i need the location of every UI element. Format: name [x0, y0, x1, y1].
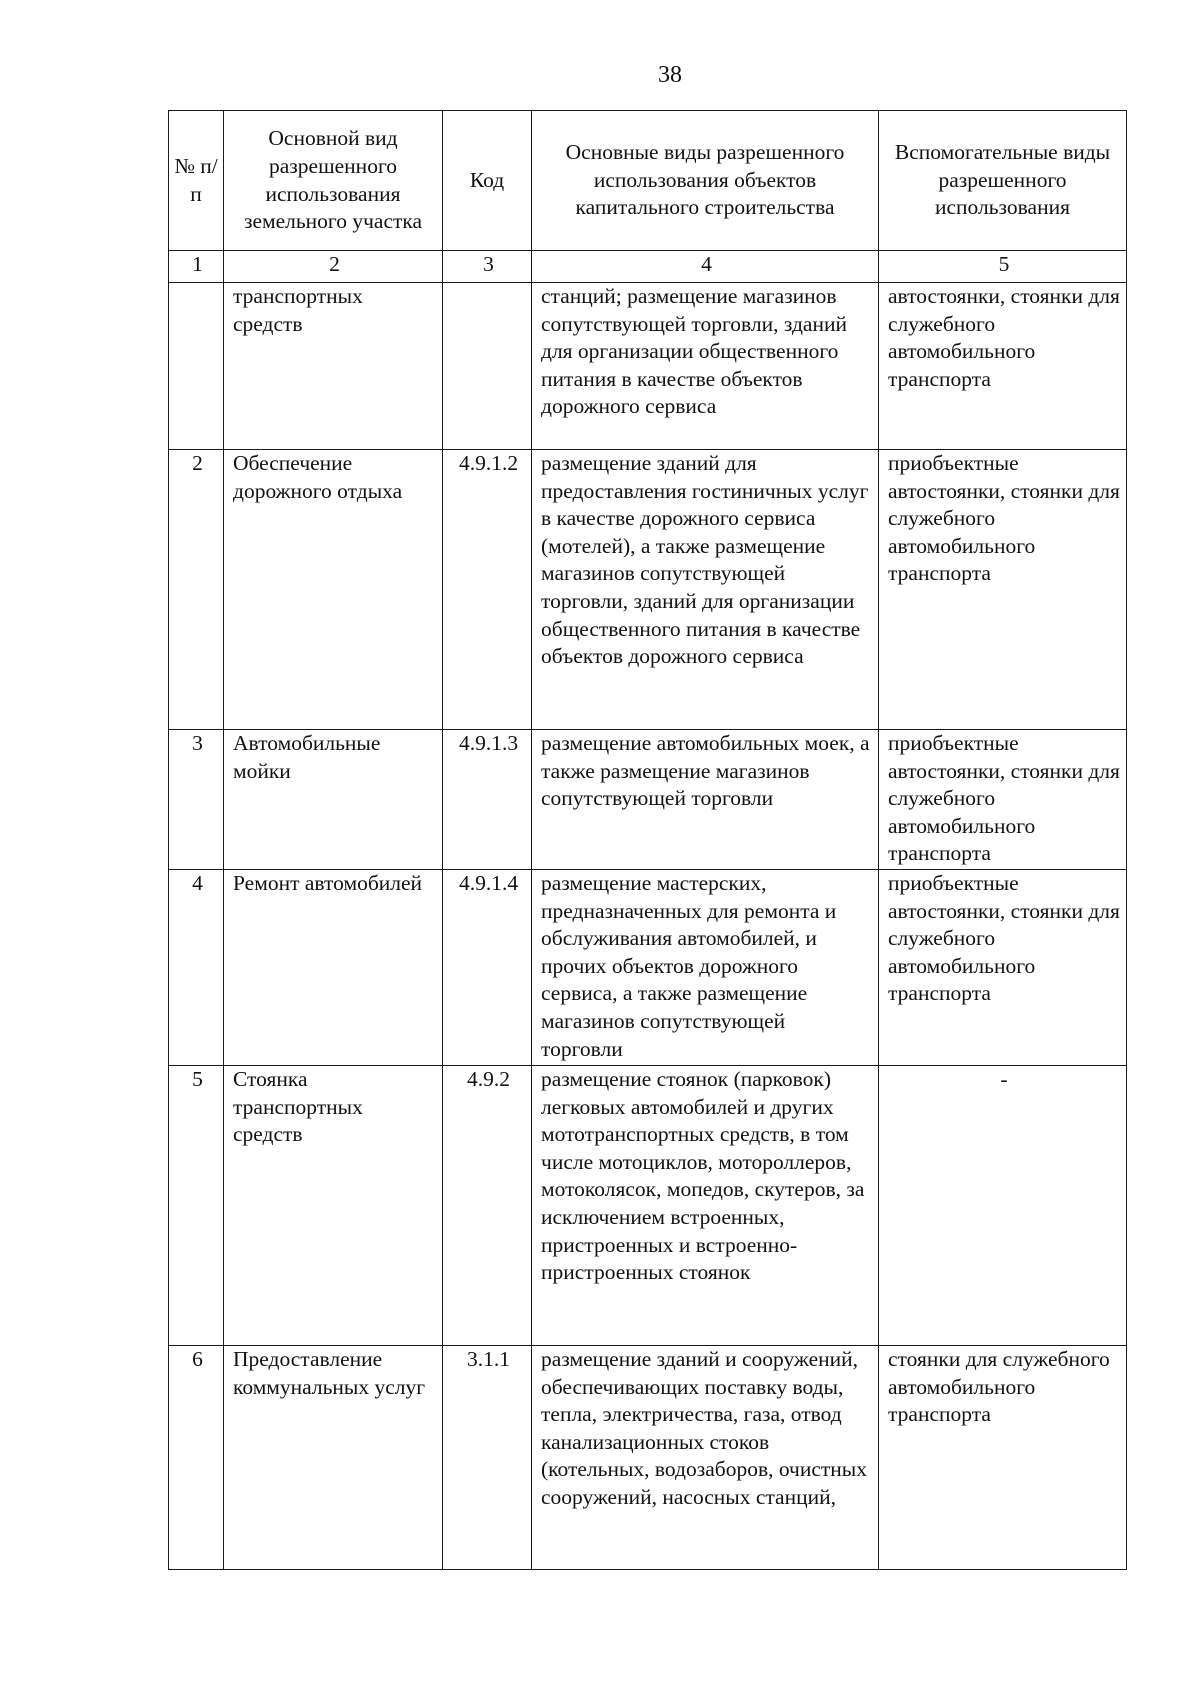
- row-code: 4.9.1.2: [443, 450, 532, 730]
- row-num: 3: [169, 730, 224, 870]
- header-main: Основные виды разрешенного использования объектов капитального строительства: [532, 111, 879, 251]
- column-number: 4: [532, 251, 879, 283]
- page-number: 38: [658, 62, 682, 88]
- row-main-uses: размещение мастерских, предназначенных для ремонта и обслуживания автомобилей, и прочих объектов дорожного сервиса, а также размещение магазинов сопутствующей торговли: [532, 870, 879, 1066]
- row-code: 4.9.1.4: [443, 870, 532, 1066]
- table-row: [169, 1346, 1127, 1570]
- row-type: Обеспечение дорожного отдыха: [224, 450, 443, 730]
- row-main-uses: размещение зданий и сооружений, обеспечивающих поставку воды, тепла, электричества, газа, отвод канализационных стоков (котельных, водозаборов, очистных сооружений, насосных станций,: [532, 1346, 879, 1570]
- row-type: Стоянка транспортных средств: [224, 1066, 443, 1346]
- row-type: Предоставление коммунальных услуг: [224, 1346, 443, 1570]
- row-num: [169, 283, 224, 450]
- table-header-row: [169, 111, 1127, 251]
- row-main-uses: размещение автомобильных моек, а также размещение магазинов сопутствующей торговли: [532, 730, 879, 870]
- header-type: Основной вид разрешенного использования земельного участка: [224, 111, 443, 251]
- row-num: 6: [169, 1346, 224, 1570]
- row-num: 5: [169, 1066, 224, 1346]
- row-type: Автомобильные мойки: [224, 730, 443, 870]
- row-main-uses: станций; размещение магазинов сопутствующей торговли, зданий для организации общественного питания в качестве объектов дорожного сервиса: [532, 283, 879, 450]
- row-main-uses: размещение зданий для предоставления гостиничных услуг в качестве дорожного сервиса (мотелей), а также размещение магазинов сопутствующей торговли, зданий для организации общественного питания в качестве объектов дорожного сервиса: [532, 450, 879, 730]
- row-code: 3.1.1: [443, 1346, 532, 1570]
- table-row: [169, 1066, 1127, 1346]
- land-use-table: [168, 110, 1127, 1570]
- column-number: 5: [879, 251, 1127, 283]
- row-aux-uses: -: [879, 1066, 1127, 1346]
- row-aux-uses: стоянки для служебного автомобильного транспорта: [879, 1346, 1127, 1570]
- header-num: № п/п: [169, 111, 224, 251]
- header-code: Код: [443, 111, 532, 251]
- row-code: 4.9.2: [443, 1066, 532, 1346]
- row-num: 2: [169, 450, 224, 730]
- row-type: транспортных средств: [224, 283, 443, 450]
- row-type: Ремонт автомобилей: [224, 870, 443, 1066]
- row-aux-uses: приобъектные автостоянки, стоянки для служебного автомобильного транспорта: [879, 730, 1127, 870]
- row-aux-uses: автостоянки, стоянки для служебного автомобильного транспорта: [879, 283, 1127, 450]
- row-aux-uses: приобъектные автостоянки, стоянки для служебного автомобильного транспорта: [879, 870, 1127, 1066]
- column-number-row: [169, 251, 1127, 283]
- column-number: 3: [443, 251, 532, 283]
- table-row: [169, 450, 1127, 730]
- row-main-uses: размещение стоянок (парковок) легковых автомобилей и других мототранспортных средств, в том числе мотоциклов, мотороллеров, мотоколясок, мопедов, скутеров, за исключением встроенных, пристроенных и встроенно-пристроенных стоянок: [532, 1066, 879, 1346]
- table-row: [169, 730, 1127, 870]
- row-aux-uses: приобъектные автостоянки, стоянки для служебного автомобильного транспорта: [879, 450, 1127, 730]
- row-code: [443, 283, 532, 450]
- column-number: 1: [169, 251, 224, 283]
- row-code: 4.9.1.3: [443, 730, 532, 870]
- row-num: 4: [169, 870, 224, 1066]
- column-number: 2: [224, 251, 443, 283]
- header-aux: Вспомогательные виды разрешенного использования: [879, 111, 1127, 251]
- table-row: [169, 283, 1127, 450]
- table-row: [169, 870, 1127, 1066]
